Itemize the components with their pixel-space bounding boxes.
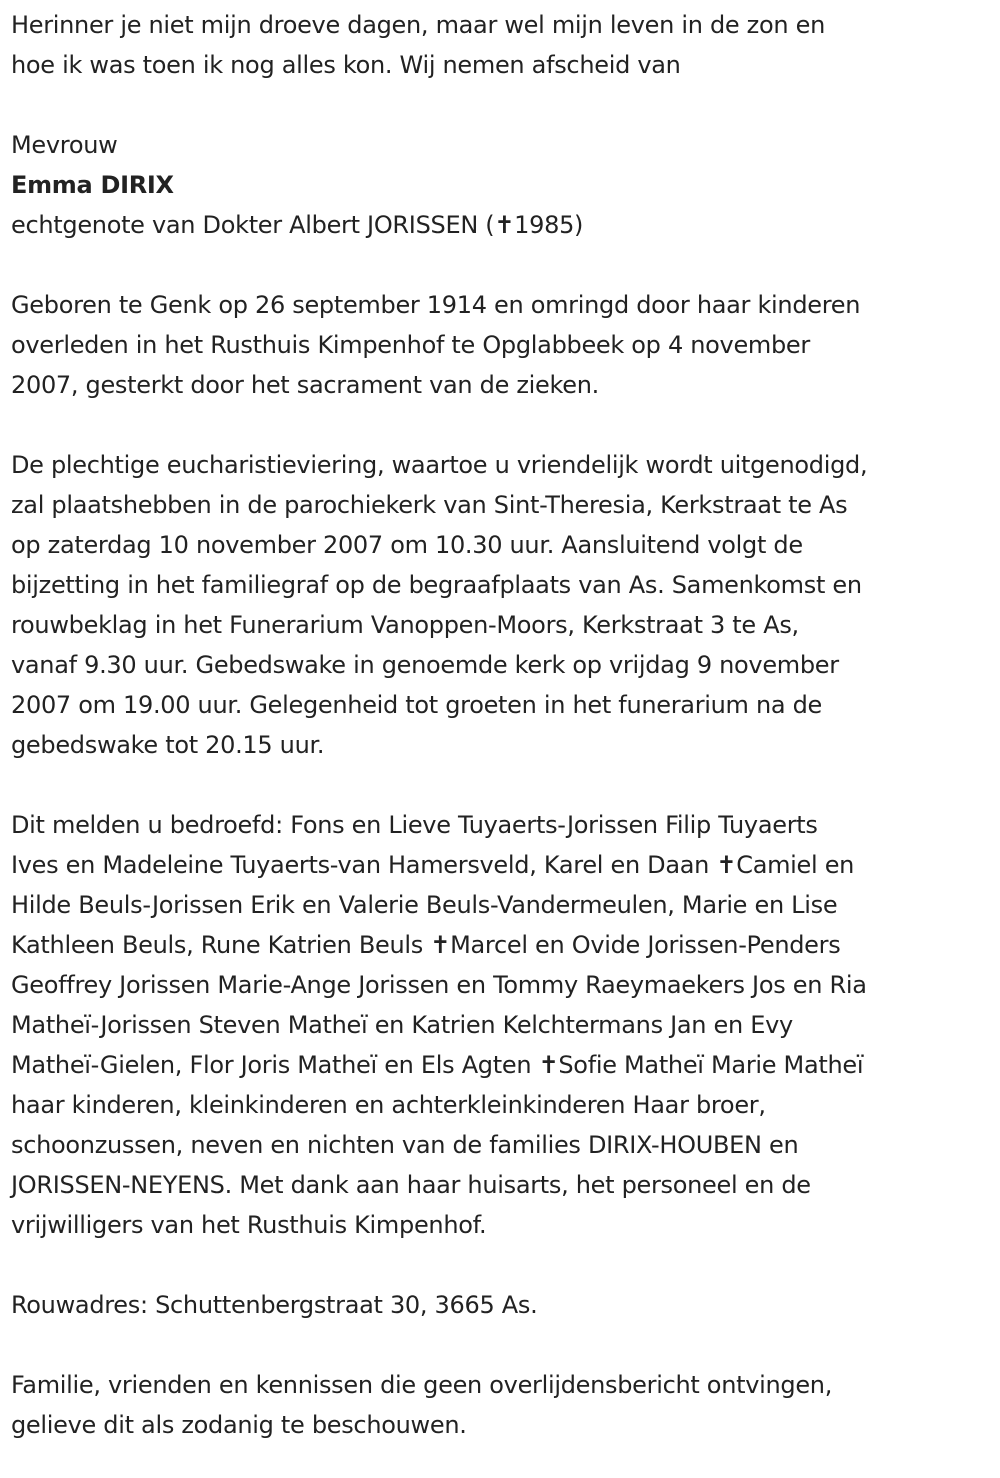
birth-death-line-3: 2007, gesterkt door het sacrament van de zieken. (11, 371, 599, 399)
family-text: Kathleen Beuls, Rune Katrien Beuls (11, 931, 431, 959)
family-line-11: vrijwilligers van het Rusthuis Kimpenhof. (11, 1211, 487, 1239)
family-line-7 (11, 1045, 994, 1085)
ceremony-line-5: rouwbeklag in het Funerarium Vanoppen-Moors, Kerkstraat 3 te As, (11, 611, 799, 639)
family-line-8: haar kinderen, kleinkinderen en achterkleinkinderen Haar broer, (11, 1091, 766, 1119)
family-text: Marcel en Ovide Jorissen-Penders (450, 931, 841, 959)
ceremony-line-7: 2007 om 19.00 uur. Gelegenheid tot groeten in het funerarium na de (11, 691, 823, 719)
deceased-name: Emma DIRIX (11, 171, 174, 199)
family-line-6: Matheï-Jorissen Steven Matheï en Katrien Kelchtermans Jan en Evy (11, 1011, 793, 1039)
cross-icon: ✝ (430, 931, 451, 959)
closing-line-2: gelieve dit als zodanig te beschouwen. (11, 1411, 467, 1439)
ceremony-line-8: gebedswake tot 20.15 uur. (11, 731, 325, 759)
family-line-9: schoonzussen, neven en nichten van de families DIRIX-HOUBEN en (11, 1131, 799, 1159)
ceremony-line-4: bijzetting in het familiegraf op de begraafplaats van As. Samenkomst en (11, 571, 862, 599)
intro-paragraph (11, 5, 994, 85)
cross-icon: ✝ (494, 211, 515, 239)
paragraph-gap (11, 85, 994, 125)
cross-icon: ✝ (538, 1051, 559, 1079)
mourning-address: Rouwadres: Schuttenbergstraat 30, 3665 As. (11, 1291, 538, 1319)
intro-line-1: Herinner je niet mijn droeve dagen, maar wel mijn leven in de zon en (11, 11, 825, 39)
paragraph-gap (11, 245, 994, 285)
closing-paragraph (11, 1365, 994, 1445)
spouse-line (11, 205, 994, 245)
family-text: Ives en Madeleine Tuyaerts-van Hamersveld, Karel en Daan (11, 851, 717, 879)
family-text: Sofie Matheï Marie Matheï (558, 1051, 864, 1079)
family-line-4 (11, 925, 994, 965)
paragraph-gap (11, 1325, 994, 1365)
family-line-1: Dit melden u bedroefd: Fons en Lieve Tuyaerts-Jorissen Filip Tuyaerts (11, 811, 818, 839)
family-line-10: JORISSEN-NEYENS. Met dank aan haar huisarts, het personeel en de (11, 1171, 811, 1199)
cross-icon: ✝ (716, 851, 737, 879)
ceremony-line-6: vanaf 9.30 uur. Gebedswake in genoemde kerk op vrijdag 9 november (11, 651, 839, 679)
ceremony-paragraph (11, 445, 994, 765)
ceremony-line-3: op zaterdag 10 november 2007 om 10.30 uur. Aansluitend volgt de (11, 531, 803, 559)
ceremony-line-1: De plechtige eucharistieviering, waartoe u vriendelijk wordt uitgenodigd, (11, 451, 868, 479)
birth-death-line-2: overleden in het Rusthuis Kimpenhof te Opglabbeek op 4 november (11, 331, 810, 359)
family-line-5: Geoffrey Jorissen Marie-Ange Jorissen en Tommy Raeymaekers Jos en Ria (11, 971, 867, 999)
spouse-prefix: echtgenote van Dokter Albert JORISSEN ( (11, 211, 495, 239)
salutation: Mevrouw (11, 131, 118, 159)
ceremony-line-2: zal plaatshebben in de parochiekerk van Sint-Theresia, Kerkstraat te As (11, 491, 848, 519)
family-paragraph (11, 805, 994, 1245)
intro-line-2: hoe ik was toen ik nog alles kon. Wij nemen afscheid van (11, 51, 681, 79)
paragraph-gap (11, 765, 994, 805)
birth-death-paragraph (11, 285, 994, 405)
family-line-3: Hilde Beuls-Jorissen Erik en Valerie Beuls-Vandermeulen, Marie en Lise (11, 891, 838, 919)
paragraph-gap (11, 405, 994, 445)
family-text: Matheï-Gielen, Flor Joris Matheï en Els Agten (11, 1051, 539, 1079)
family-text: Camiel en (736, 851, 855, 879)
paragraph-gap (11, 1245, 994, 1285)
family-line-2 (11, 845, 994, 885)
closing-line-1: Familie, vrienden en kennissen die geen overlijdensbericht ontvingen, (11, 1371, 833, 1399)
birth-death-line-1: Geboren te Genk op 26 september 1914 en omringd door haar kinderen (11, 291, 861, 319)
spouse-suffix: 1985) (514, 211, 584, 239)
